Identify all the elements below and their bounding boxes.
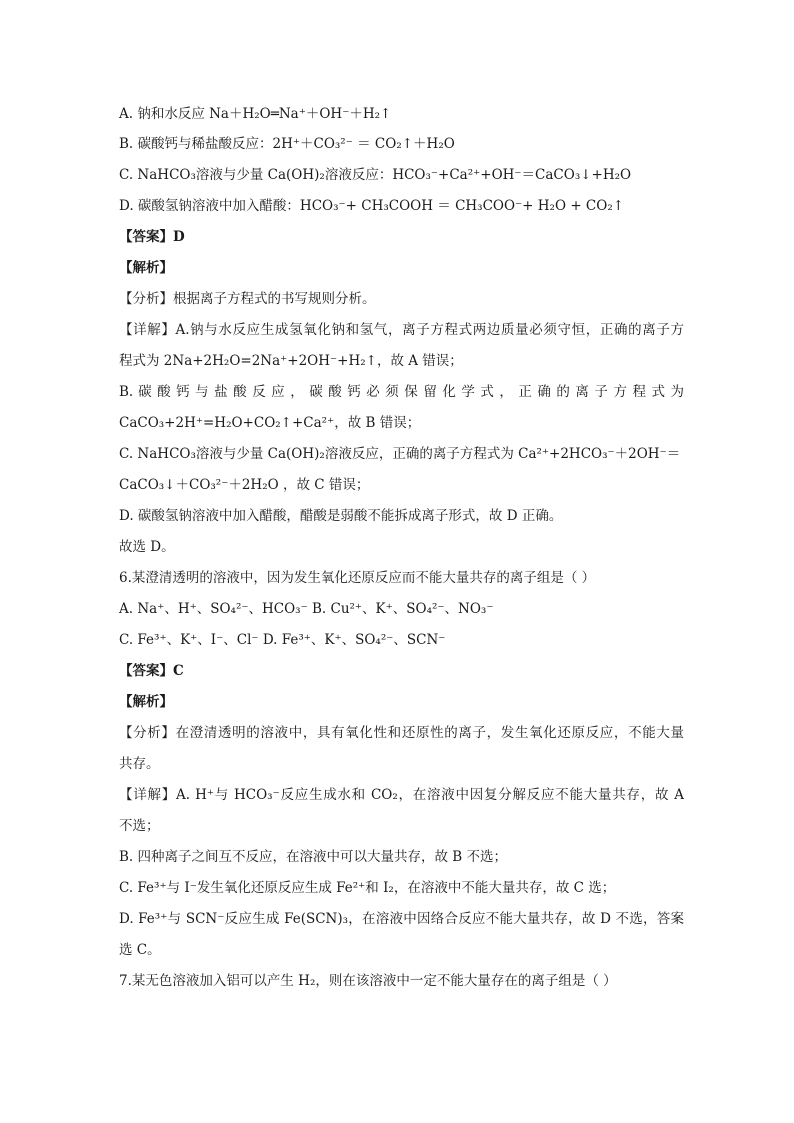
q5-detail-line: B. 碳 酸 钙 与 盐 酸 反 应 ， 碳 酸 钙 必 须 保 留 化 学 式 ， 正 确 的 离 子 方 程 式 为	[119, 384, 684, 400]
q6-fenxi-line: 【分析】在澄清透明的溶液中，具有氧化性和还原性的离子，发生氧化还原反应，不能大量	[119, 725, 684, 741]
q7-stem: 7.某无色溶液加入铝可以产生 H₂，则在该溶液中一定不能大量存在的离子组是（ ）	[119, 973, 617, 989]
q5-analysis-heading: 【解析】	[119, 260, 173, 276]
q5-detail-line: D. 碳酸氢钠溶液中加入醋酸，醋酸是弱酸不能拆成离子形式，故 D 正确。	[119, 508, 563, 524]
q6-fenxi-line: 共存。	[119, 756, 160, 772]
q5-detail-line: C. NaHCO₃溶液与少量 Ca(OH)₂溶液反应，正确的离子方程式为 Ca²⁺+2HCO₃⁻＋2OH⁻＝	[119, 446, 681, 462]
q6-detail-line: 【详解】A. H⁺与 HCO₃⁻反应生成水和 CO₂，在溶液中因复分解反应不能大量共存，故 A	[119, 787, 684, 803]
q6-detail-line: D. Fe³⁺与 SCN⁻反应生成 Fe(SCN)₃，在溶液中因络合反应不能大量共存，故 D 不选，答案	[119, 911, 684, 927]
q5-conclusion: 故选 D。	[119, 539, 175, 555]
q5-option-c: C. NaHCO₃溶液与少量 Ca(OH)₂溶液反应：HCO₃⁻+Ca²⁺+OH⁻＝CaCO₃↓+H₂O	[119, 167, 632, 183]
q5-detail-line: 【详解】A.钠与水反应生成氢氧化钠和氢气，离子方程式两边质量必须守恒，正确的离子方	[119, 322, 684, 338]
q5-detail-line: 程式为 2Na+2H₂O=2Na⁺+2OH⁻+H₂↑，故 A 错误；	[119, 353, 463, 369]
q6-stem: 6.某澄清透明的溶液中，因为发生氧化还原反应而不能大量共存的离子组是（ ）	[119, 570, 596, 586]
q5-detail-line: CaCO₃↓＋CO₃²⁻＋2H₂O ，故 C 错误；	[119, 477, 370, 493]
q5-option-a: A. 钠和水反应 Na＋H₂O═Na⁺＋OH⁻＋H₂↑	[119, 106, 392, 122]
q6-detail-line: C. Fe³⁺与 I⁻发生氧化还原反应生成 Fe²⁺和 I₂，在溶液中不能大量共存，故 C 选；	[119, 880, 616, 896]
q5-option-d: D. 碳酸氢钠溶液中加入醋酸：HCO₃⁻+ CH₃COOH ＝ CH₃COO⁻+ H₂O + CO₂↑	[119, 198, 625, 214]
q5-option-b: B. 碳酸钙与稀盐酸反应：2H⁺＋CO₃²⁻ ＝ CO₂↑＋H₂O	[119, 136, 455, 152]
q6-detail-line: 选 C。	[119, 942, 161, 958]
q5-fenxi: 【分析】根据离子方程式的书写规则分析。	[119, 291, 376, 307]
q5-answer: 【答案】D	[119, 229, 185, 245]
q5-detail-line: CaCO₃+2H⁺=H₂O+CO₂↑+Ca²⁺，故 B 错误；	[119, 415, 421, 431]
q6-options-ab: A. Na⁺、H⁺、SO₄²⁻、HCO₃⁻ B. Cu²⁺、K⁺、SO₄²⁻、NO₃⁻	[119, 601, 494, 617]
q6-analysis-heading: 【解析】	[119, 694, 173, 710]
q6-options-cd: C. Fe³⁺、K⁺、I⁻、Cl⁻ D. Fe³⁺、K⁺、SO₄²⁻、SCN⁻	[119, 632, 446, 648]
q6-detail-line: 不选；	[119, 818, 160, 834]
q6-answer: 【答案】C	[119, 663, 184, 679]
q6-detail-line: B. 四种离子之间互不反应，在溶液中可以大量共存，故 B 不选；	[119, 849, 508, 865]
